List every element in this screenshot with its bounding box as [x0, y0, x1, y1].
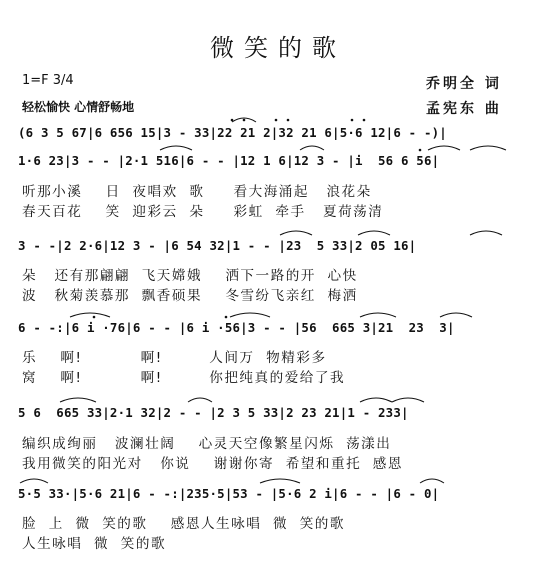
notation-line-2: 1·6 23|3 - - |2·1 516|6 - - |12 1 6|12 3 - |i 56 6 56| [18, 153, 440, 168]
lyric-line-4-verse-2: 窝 啊! 啊! 你把纯真的爱给了我 [22, 370, 346, 386]
lyric-line-2-verse-2: 春天百花 笑 迎彩云 朵 彩虹 牵手 夏荷荡清 [22, 204, 384, 220]
notation-line-4: 6 - -:|6 i ·76|6 - - |6 i ·56|3 - - |56 665 3|21 23 3| [18, 320, 455, 335]
lyric-line-6-verse-2: 人生咏唱 微 笑的歌 [22, 536, 167, 552]
song-title: 微笑的歌 [210, 34, 346, 62]
notation-line-3: 3 - -|2 2·6|12 3 - |6 54 32|1 - - |23 5 33|2 05 16| [18, 238, 417, 253]
key-signature: 1=F 3/4 [22, 73, 74, 88]
lyricist-credit: 乔明全 词 [426, 76, 502, 92]
lyric-line-6-verse-1: 脸 上 微 笑的歌 感恩人生咏唱 微 笑的歌 [22, 516, 345, 532]
lyric-line-3-verse-1: 朵 还有那翩翩 飞天嫦娥 洒下一路的开 心快 [22, 268, 358, 284]
composer-credit: 孟宪东 曲 [426, 101, 502, 117]
notation-line-6: 5·5 33·|5·6 21|6 - -:|235·5|53 - |5·6 2 i|6 - - |6 - 0| [18, 486, 440, 501]
notation-line-1: (6 3 5 67|6 656 15|3 - 33|22 21 2|32 21 6|5·6 12|6 - -)| [18, 125, 447, 140]
lyric-line-3-verse-2: 波 秋菊羡慕那 飘香硕果 冬雪纷飞亲红 梅洒 [22, 288, 358, 304]
lyric-line-2-verse-1: 听那小溪 日 夜唱欢 歌 看大海涌起 浪花朵 [22, 184, 372, 200]
tempo-marking: 轻松愉快 心情舒畅地 [22, 100, 135, 114]
lyric-line-4-verse-1: 乐 啊! 啊! 人间万 物精彩多 [22, 350, 327, 366]
notation-line-5: 5 6 665 33|2·1 32|2 - - |2 3 5 33|2 23 21|1 - 233| [18, 405, 409, 420]
lyric-line-5-verse-2: 我用微笑的阳光对 你说 谢谢你寄 希望和重托 感恩 [22, 456, 403, 472]
lyric-line-5-verse-1: 编织成绚丽 波澜壮阔 心灵天空像繁星闪烁 荡漾出 [22, 436, 392, 452]
